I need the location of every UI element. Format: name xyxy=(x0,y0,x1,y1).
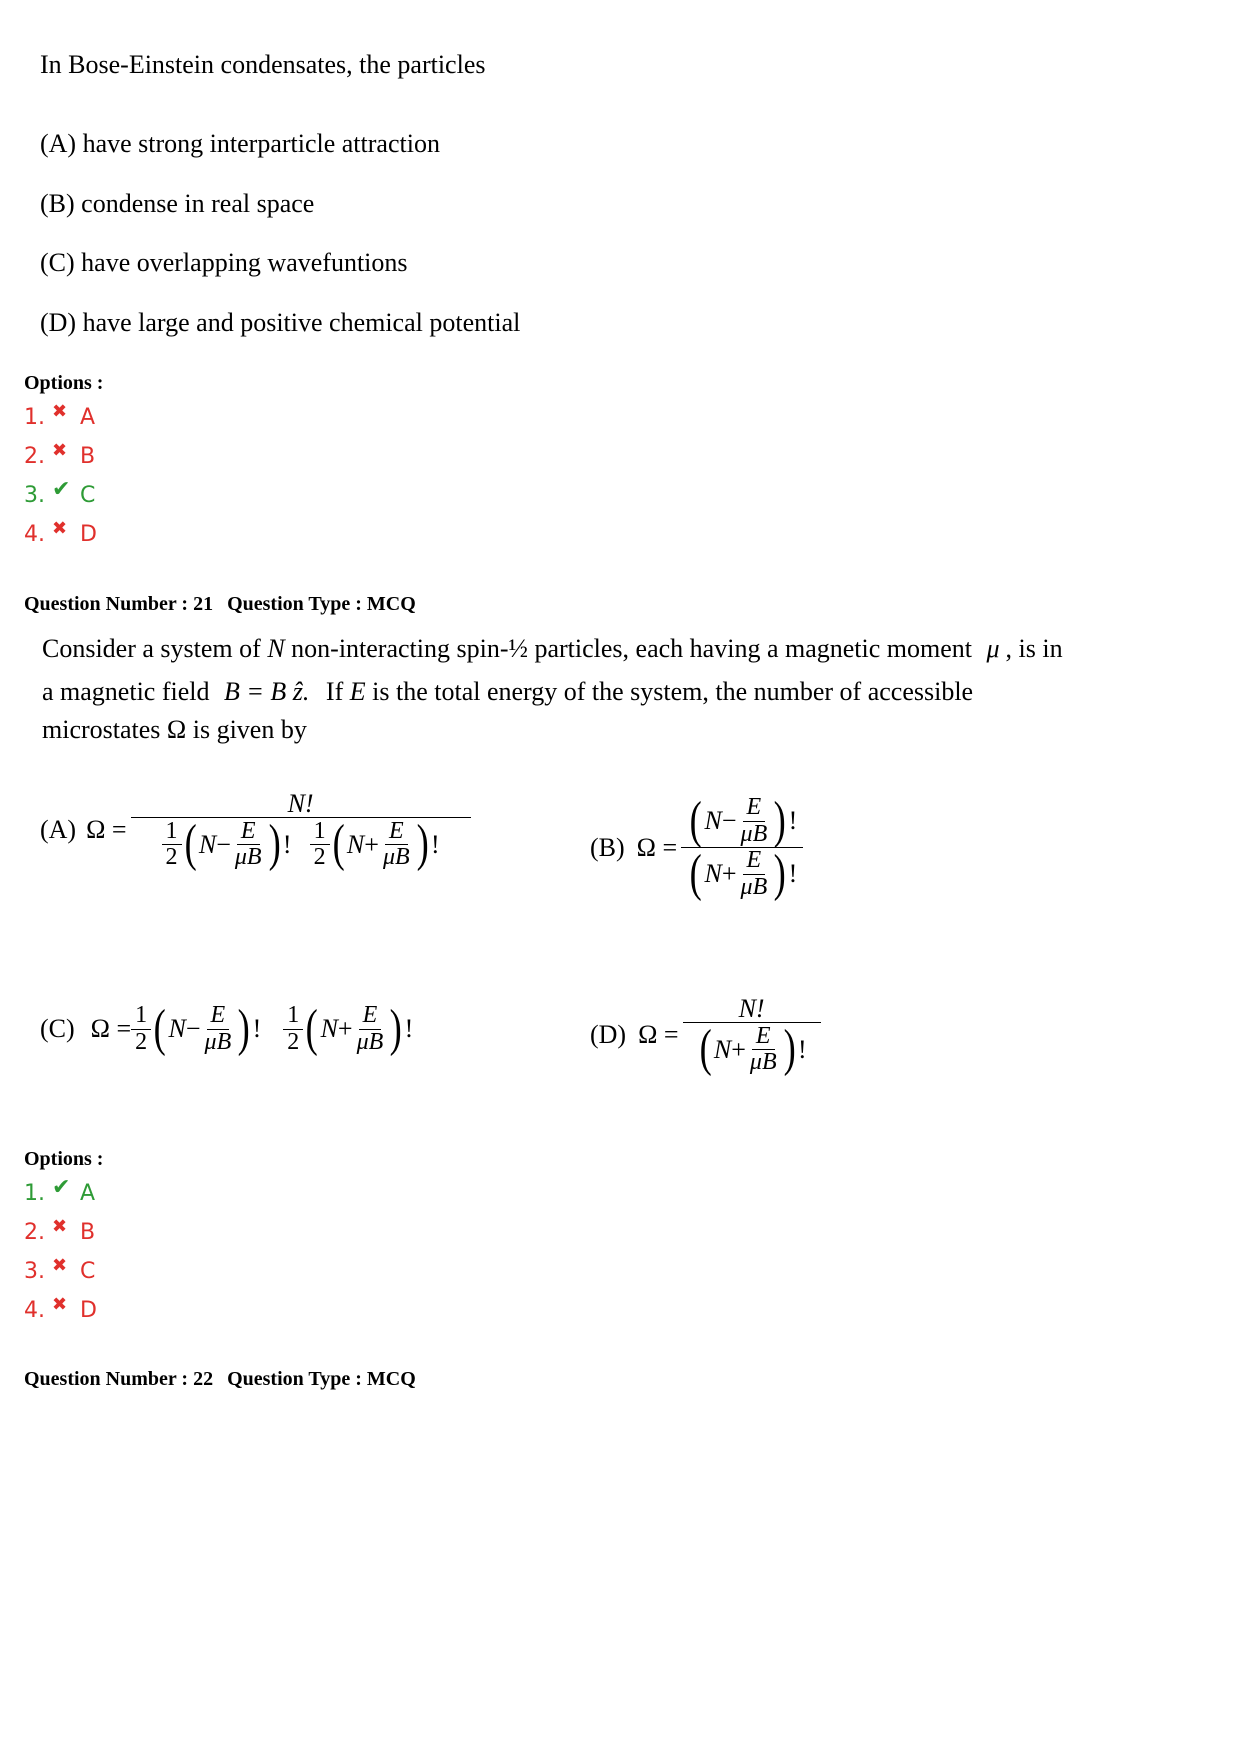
q20-choice-c: (C) have overlapping wavefuntions xyxy=(40,248,408,277)
option-letter: D xyxy=(80,1297,97,1323)
q20-option-3 xyxy=(24,476,96,509)
option-number: 3. xyxy=(24,482,45,508)
cross-icon: ✖ xyxy=(52,1293,68,1315)
cross-icon: ✖ xyxy=(52,1254,68,1276)
q21-option-3 xyxy=(24,1254,96,1285)
q20-choice-d: (D) have large and positive chemical potential xyxy=(40,308,521,337)
option-number: 4. xyxy=(24,1297,45,1323)
option-number: 2. xyxy=(24,443,45,469)
q20-option-4 xyxy=(24,517,97,548)
option-number: 3. xyxy=(24,1258,45,1284)
q22-header xyxy=(24,1368,416,1391)
option-letter: C xyxy=(80,482,96,508)
question-type: Question Type : MCQ xyxy=(227,593,416,615)
q20-stem: In Bose-Einstein condensates, the particles xyxy=(40,50,486,79)
q21-stem-line3: microstates Ω is given by xyxy=(42,715,307,744)
q21-option-2 xyxy=(24,1215,96,1246)
q21-choice-b: (B) Ω = ( N − $\frac{E}{\mu B}$ ) ! ( N + $\frac{E}{\mu B}$ ) ! xyxy=(590,795,803,900)
question-number: Question Number : 22 xyxy=(24,1368,214,1390)
q20-choice-a: (A) have strong interparticle attraction xyxy=(40,129,440,158)
q20-option-1 xyxy=(24,400,96,431)
cross-icon: ✖ xyxy=(52,517,68,539)
option-letter: B xyxy=(80,443,96,469)
option-letter: C xyxy=(80,1258,96,1284)
option-number: 4. xyxy=(24,521,45,547)
cross-icon: ✖ xyxy=(52,1215,68,1237)
q21-choice-c: (C) Ω = $\frac{1}{2}$ ( N − $\frac{E}{\mu B}$ ) ! $\frac{1}{2}$ ( N + $\frac{E}{\mu B}$ ) ! xyxy=(40,1000,414,1057)
option-letter: A xyxy=(80,1180,96,1206)
option-letter: A xyxy=(80,404,96,430)
q20-options-label: Options : xyxy=(24,372,104,394)
q21-option-4 xyxy=(24,1293,97,1324)
q21-stem-line1: Consider a system of N non-interacting spin-½ particles, each having a magnetic moment μ , is in xyxy=(42,634,1063,663)
option-number: 2. xyxy=(24,1219,45,1245)
check-icon: ✔ xyxy=(52,476,71,502)
question-type: Question Type : MCQ xyxy=(227,1368,416,1390)
option-number: 1. xyxy=(24,1180,45,1206)
q21-option-1 xyxy=(24,1174,96,1207)
q20-option-2 xyxy=(24,439,96,470)
cross-icon: ✖ xyxy=(52,439,68,461)
q21-header xyxy=(24,593,416,616)
option-letter: B xyxy=(80,1219,96,1245)
q21-stem-line2: a magnetic field B = B ẑ. If E is the total energy of the system, the number of accessible xyxy=(42,677,974,706)
check-icon: ✔ xyxy=(52,1174,71,1200)
q21-options-label: Options : xyxy=(24,1148,104,1170)
question-number: Question Number : 21 xyxy=(24,593,214,615)
q21-choice-d: (D) Ω = N! ( N + $\frac{E}{\mu B}$ ) ! xyxy=(590,995,821,1075)
cross-icon: ✖ xyxy=(52,400,68,422)
q21-choice-a: (A) Ω = N! $\frac{1}{2}$ ( N − $\frac{E}{\mu B}$ ) ! $\frac{1}{2}$ ( N + $\frac{E}{\mu B}$ ) ! xyxy=(40,790,471,870)
option-letter: D xyxy=(80,521,97,547)
q20-choice-b: (B) condense in real space xyxy=(40,189,315,218)
option-number: 1. xyxy=(24,404,45,430)
